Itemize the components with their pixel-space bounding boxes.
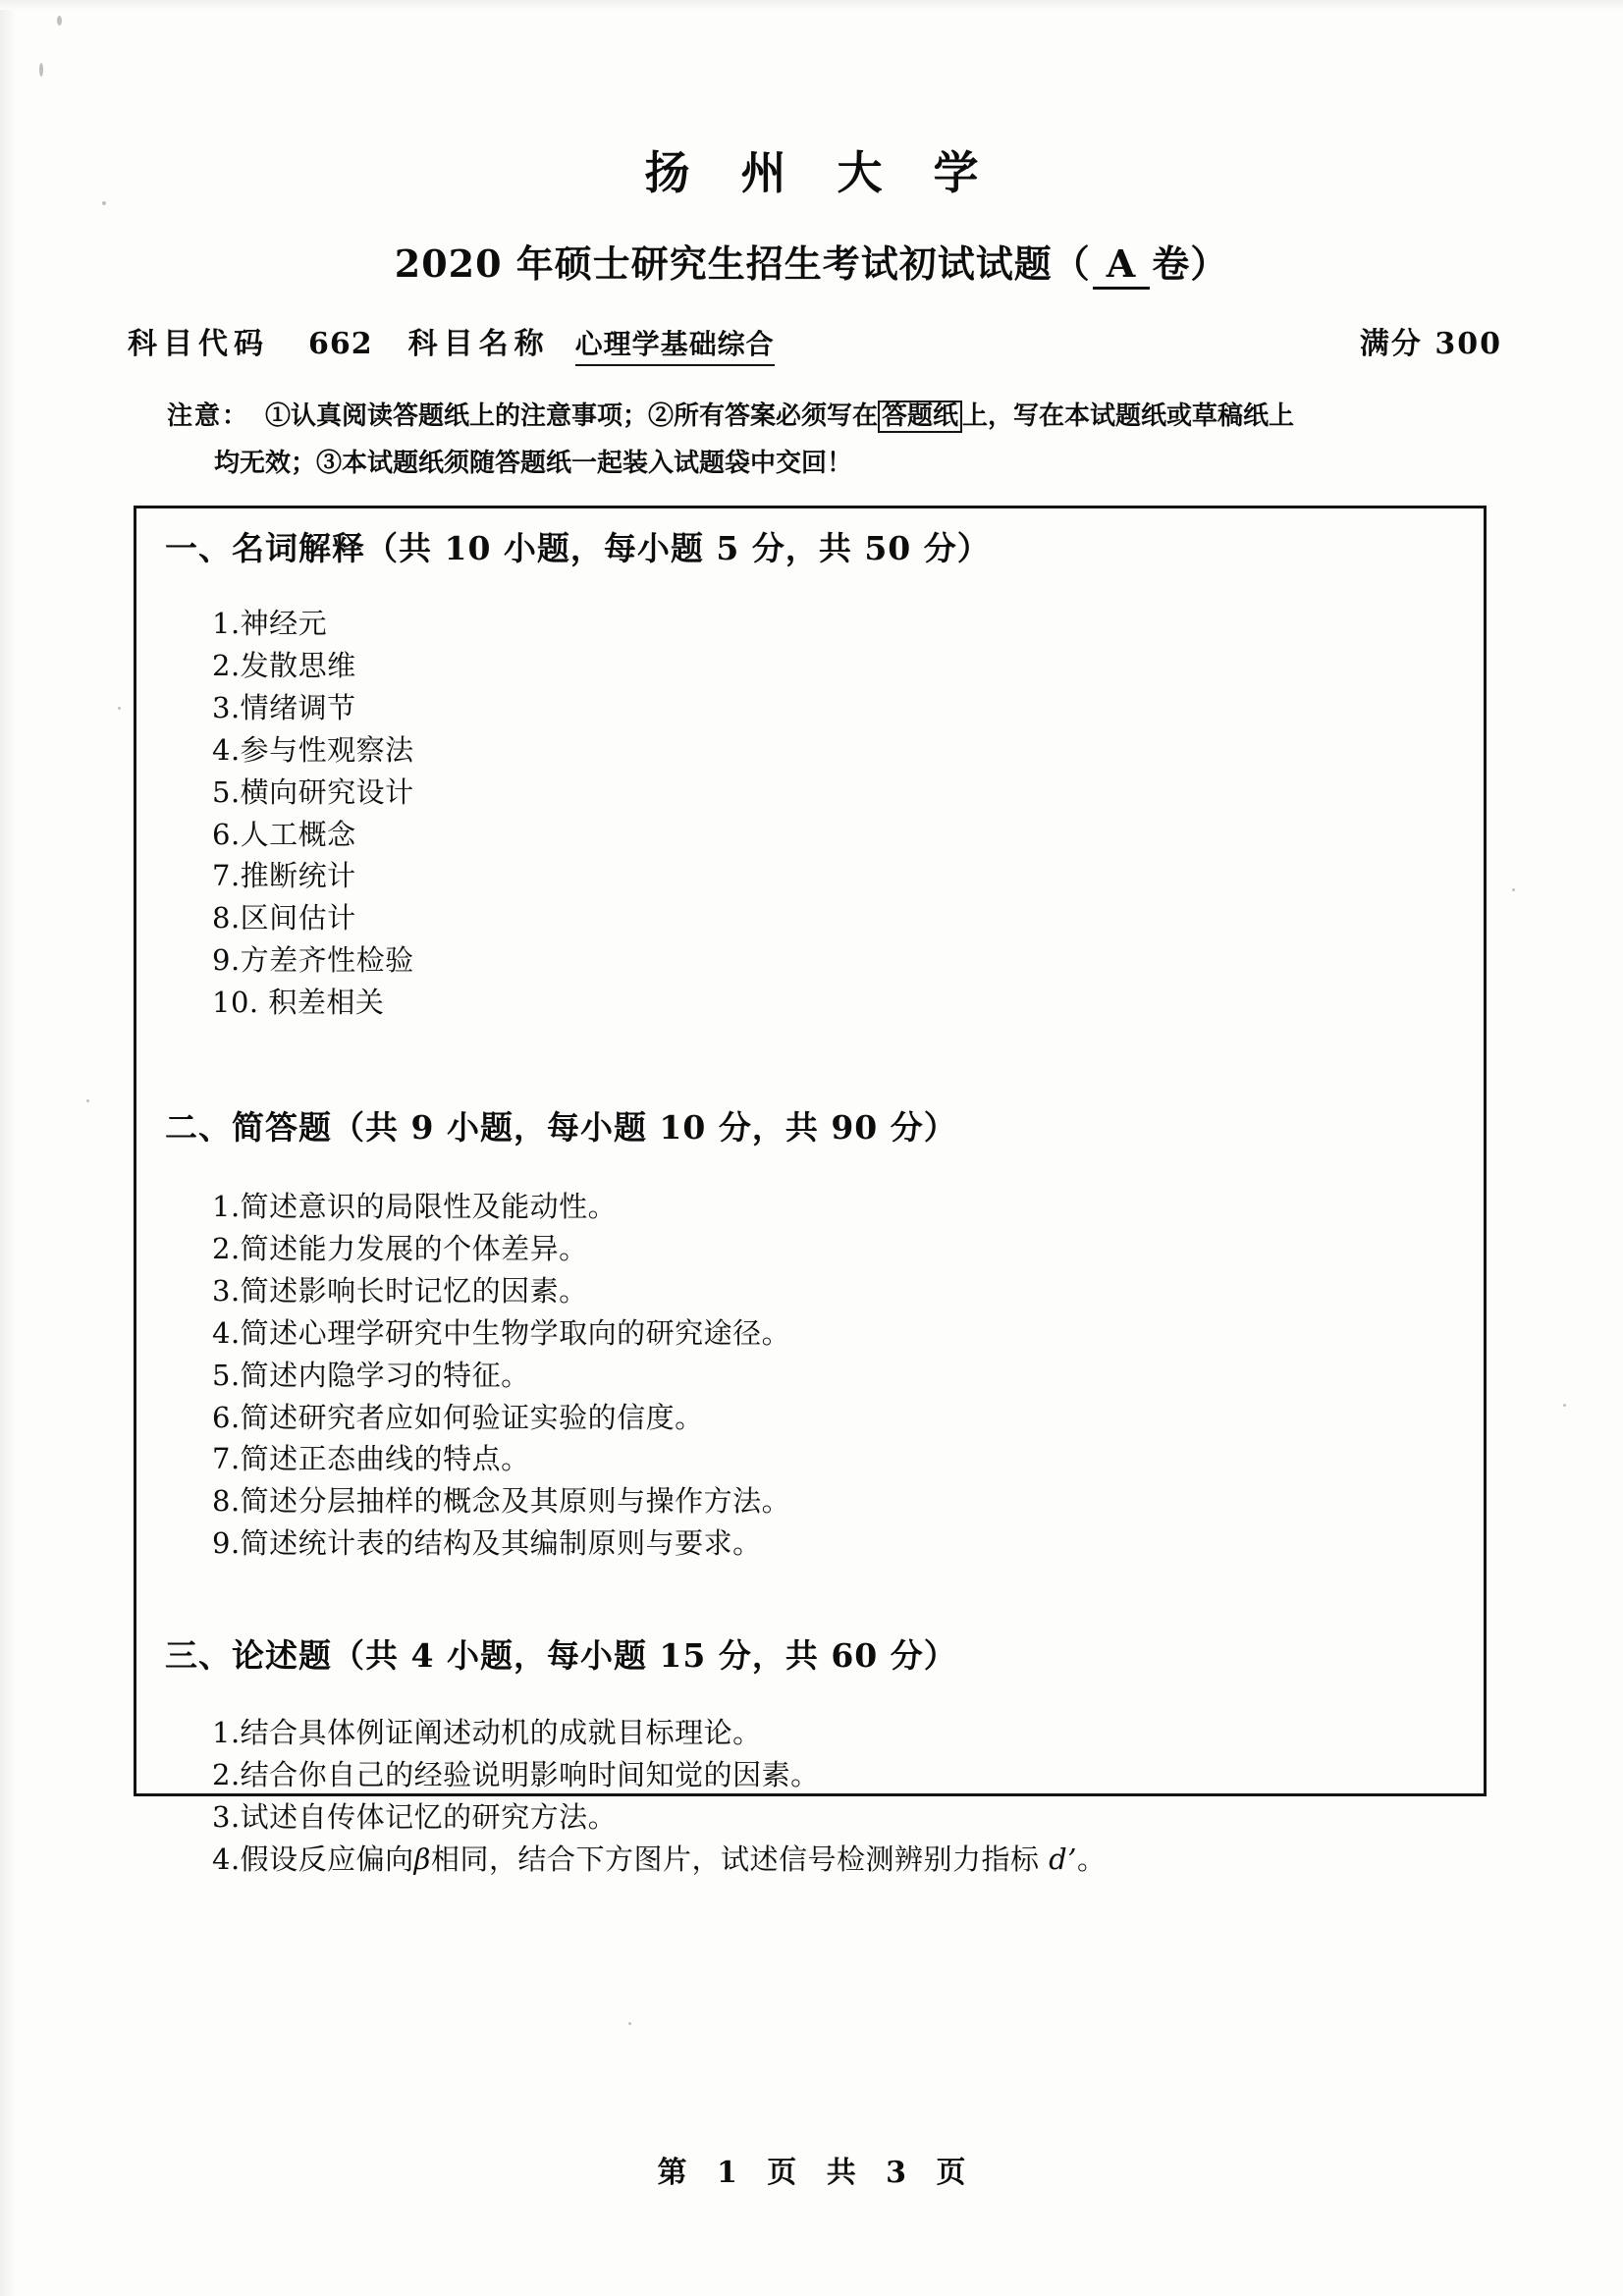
list-item: 2.发散思维 bbox=[212, 648, 356, 682]
list-item: 5.简述内隐学习的特征。 bbox=[212, 1358, 530, 1392]
section-short-answer bbox=[153, 1102, 1467, 1565]
list-item-with-math bbox=[212, 1839, 1467, 1881]
list-item: 10. 积差相关 bbox=[212, 986, 385, 1020]
exam-content bbox=[153, 523, 1467, 1876]
item4-part3: 。 bbox=[1076, 1842, 1107, 1876]
item4-part2: 相同，结合下方图片，试述信号检测辨别力指标 bbox=[430, 1842, 1050, 1876]
subject-name-value: 心理学基础综合 bbox=[575, 323, 775, 366]
question-list bbox=[153, 1186, 1467, 1565]
d-prime-symbol: d’ bbox=[1049, 1842, 1077, 1876]
notice-boxed-term: 答题纸 bbox=[878, 400, 962, 433]
question-list bbox=[153, 1712, 1467, 1881]
list-item: 6.简述研究者应如何验证实验的信度。 bbox=[212, 1400, 704, 1434]
notice-block bbox=[167, 393, 1473, 487]
list-item: 6.人工概念 bbox=[212, 817, 356, 851]
subject-code-label: 科目代码 bbox=[128, 327, 269, 361]
list-item: 1.神经元 bbox=[212, 607, 328, 640]
university-title: 扬 州 大 学 bbox=[644, 146, 997, 199]
list-item: 1.结合具体例证阐述动机的成就目标理论。 bbox=[212, 1716, 762, 1749]
section-heading: 三、论述题（共 4 小题，每小题 15 分，共 60 分） bbox=[165, 1636, 957, 1675]
exam-title-prefix: 2020 年硕士研究生招生考试初试试题（ bbox=[394, 241, 1091, 286]
page-footer: 第 1 页 共 3 页 bbox=[657, 2156, 976, 2190]
subject-code-value: 662 bbox=[308, 327, 373, 361]
section-noun-explanation bbox=[153, 523, 1467, 1024]
notice-line2: 均无效；③本试题纸须随答题纸一起装入试题袋中交回！ bbox=[214, 449, 853, 479]
section-essay bbox=[153, 1630, 1467, 1881]
list-item: 9.方差齐性检验 bbox=[212, 943, 414, 978]
notice-line1: ①认真阅读答题纸上的注意事项；②所有答案必须写在 bbox=[265, 401, 879, 431]
list-item: 2.简述能力发展的个体差异。 bbox=[212, 1231, 588, 1265]
exam-title bbox=[0, 234, 1623, 290]
exam-title-suffix: 卷） bbox=[1152, 241, 1229, 286]
notice-line1-tail: 上，写在本试题纸或草稿纸上 bbox=[962, 401, 1295, 431]
list-item: 3.试述自传体记忆的研究方法。 bbox=[212, 1799, 618, 1834]
section-heading: 一、名词解释（共 10 小题，每小题 5 分，共 50 分） bbox=[165, 529, 991, 567]
full-marks: 满分 300 bbox=[1359, 327, 1502, 361]
list-item: 3.情绪调节 bbox=[212, 690, 356, 724]
item4-part1: 4.假设反应偏向 bbox=[212, 1842, 414, 1876]
list-item: 8.简述分层抽样的概念及其原则与操作方法。 bbox=[212, 1484, 791, 1519]
beta-symbol: β bbox=[413, 1842, 431, 1876]
subject-info-row bbox=[128, 319, 1502, 366]
list-item: 4.参与性观察法 bbox=[212, 732, 414, 767]
question-list bbox=[153, 603, 1467, 1024]
list-item: 7.简述正态曲线的特点。 bbox=[212, 1442, 530, 1476]
subject-name-label: 科目名称 bbox=[407, 327, 550, 361]
section-heading: 二、简答题（共 9 小题，每小题 10 分，共 90 分） bbox=[165, 1108, 957, 1147]
notice-label: 注意： bbox=[167, 401, 250, 431]
list-item: 9.简述统计表的结构及其编制原则与要求。 bbox=[212, 1526, 762, 1561]
list-item: 5.横向研究设计 bbox=[212, 774, 414, 809]
list-item: 7.推断统计 bbox=[212, 859, 356, 893]
list-item: 3.简述影响长时记忆的因素。 bbox=[212, 1273, 588, 1308]
list-item: 1.简述意识的局限性及能动性。 bbox=[212, 1190, 618, 1223]
paper-version-blank: A bbox=[1093, 241, 1150, 290]
list-item: 2.结合你自己的经验说明影响时间知觉的因素。 bbox=[212, 1757, 820, 1791]
list-item: 8.区间估计 bbox=[212, 901, 356, 935]
list-item: 4.简述心理学研究中生物学取向的研究途径。 bbox=[212, 1315, 791, 1350]
